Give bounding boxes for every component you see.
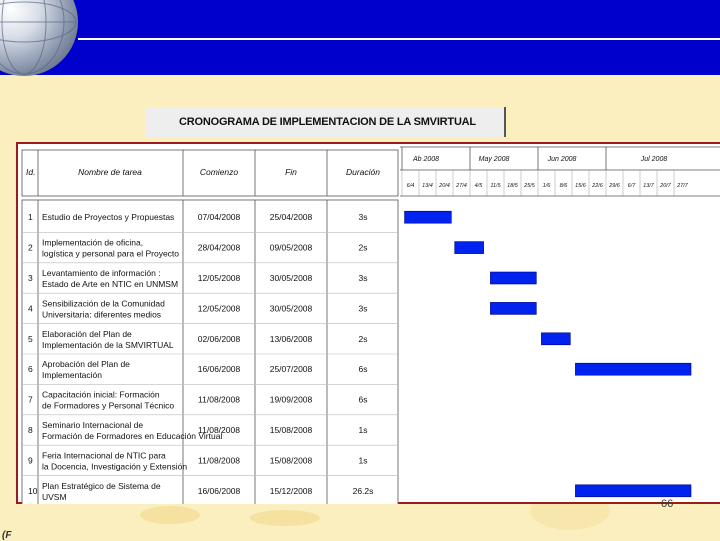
task-end-date: 25/07/2008 bbox=[269, 364, 313, 375]
task-id: 6 bbox=[28, 364, 33, 375]
column-header-end: Fin bbox=[285, 167, 297, 177]
task-name: Levantamiento de información : bbox=[42, 268, 161, 278]
week-label: 27/4 bbox=[456, 183, 467, 189]
task-end-date: 30/05/2008 bbox=[269, 303, 313, 314]
task-name: UVSM bbox=[42, 491, 67, 502]
task-bar bbox=[575, 363, 691, 375]
task-name: Implementación de oficina, bbox=[42, 237, 144, 248]
week-label: 6/4 bbox=[406, 183, 415, 189]
task-end-date: 19/09/2008 bbox=[269, 394, 313, 405]
task-end-date: 15/08/2008 bbox=[269, 455, 313, 466]
week-label: 22/6 bbox=[592, 183, 603, 189]
footer-text: (F bbox=[2, 530, 12, 541]
task-duration: 3s bbox=[358, 273, 368, 283]
task-id: 8 bbox=[28, 425, 33, 435]
task-duration: 2s bbox=[358, 242, 368, 253]
week-label: 1/6 bbox=[542, 183, 551, 189]
week-label: 13/7 bbox=[643, 183, 654, 189]
task-start-date: 12/05/2008 bbox=[197, 303, 241, 314]
task-name: de Formadores y Personal Técnico bbox=[42, 400, 175, 411]
column-header-name: Nombre de tarea bbox=[78, 167, 142, 177]
task-duration: 1s bbox=[358, 455, 368, 466]
task-id: 9 bbox=[28, 455, 33, 466]
column-header-duration: Duración bbox=[345, 167, 381, 177]
globe-grid-icon bbox=[0, 0, 78, 76]
task-id: 1 bbox=[28, 212, 33, 223]
week-label: 25/5 bbox=[524, 183, 535, 189]
task-name: Sensibilización de la Comunidad bbox=[42, 298, 165, 309]
task-name: Estado de Arte en NTIC en UNMSM bbox=[42, 279, 179, 289]
task-name: Implementación de la SMVIRTUAL bbox=[42, 339, 174, 350]
task-end-date: 09/05/2008 bbox=[269, 242, 313, 253]
task-duration: 3s bbox=[358, 212, 368, 223]
task-duration: 26.2s bbox=[352, 485, 374, 496]
page-number: 66 bbox=[661, 498, 674, 510]
week-label: 11/5 bbox=[490, 183, 501, 189]
task-end-date: 25/04/2008 bbox=[269, 212, 313, 223]
month-label: May 2008 bbox=[478, 156, 510, 163]
task-name: Formación de Formadores en Educación Virtual bbox=[42, 431, 223, 441]
task-bar bbox=[405, 211, 452, 223]
week-label: 29/6 bbox=[609, 183, 620, 189]
background-decoration bbox=[140, 506, 200, 524]
month-label: Jul 2008 bbox=[640, 156, 668, 163]
gantt-table bbox=[16, 142, 720, 504]
globe-logo bbox=[0, 0, 78, 76]
task-name: la Docencia, Investigación y Extensión bbox=[42, 461, 188, 472]
week-label: 13/4 bbox=[422, 183, 433, 189]
task-name: Capacitación inicial: Formación bbox=[42, 389, 160, 400]
week-label: 20/4 bbox=[439, 183, 450, 189]
task-end-date: 13/06/2008 bbox=[269, 333, 313, 344]
background-decoration bbox=[250, 510, 320, 526]
task-id: 2 bbox=[28, 242, 33, 253]
gantt-chart bbox=[18, 144, 720, 504]
task-end-date: 15/08/2008 bbox=[269, 425, 313, 435]
task-start-date: 11/08/2008 bbox=[198, 455, 240, 466]
task-id: 4 bbox=[28, 303, 33, 314]
week-label: 20/7 bbox=[660, 183, 671, 189]
task-id: 10 bbox=[28, 485, 38, 496]
task-name: Feria Internacional de NTIC para bbox=[42, 450, 166, 461]
column-header-id: Id. bbox=[26, 167, 36, 177]
task-name: Universitaria: diferentes medios bbox=[42, 309, 162, 320]
task-start-date: 11/08/2008 bbox=[198, 394, 240, 405]
task-id: 3 bbox=[28, 273, 33, 283]
task-duration: 3s bbox=[358, 303, 368, 314]
task-start-date: 28/04/2008 bbox=[197, 242, 241, 253]
task-bar bbox=[541, 333, 570, 345]
task-bar bbox=[455, 242, 484, 254]
week-label: 15/6 bbox=[575, 183, 586, 189]
week-label: 18/5 bbox=[507, 183, 518, 189]
week-label: 4/5 bbox=[474, 183, 483, 189]
task-end-date: 30/05/2008 bbox=[269, 273, 313, 283]
task-bar bbox=[490, 302, 536, 314]
task-start-date: 07/04/2008 bbox=[197, 212, 241, 223]
week-label: 6/7 bbox=[627, 183, 636, 189]
task-name: Implementación bbox=[42, 370, 103, 381]
task-name: Aprobación del Plan de bbox=[42, 359, 130, 370]
task-duration: 6s bbox=[358, 394, 368, 405]
task-duration: 2s bbox=[358, 333, 368, 344]
month-label: Jun 2008 bbox=[547, 156, 577, 163]
task-name: Elaboración del Plan de bbox=[42, 328, 132, 339]
week-label: 8/6 bbox=[559, 183, 568, 189]
task-name: logística y personal para el Proyecto bbox=[42, 248, 180, 259]
task-start-date: 02/06/2008 bbox=[197, 333, 241, 344]
header-rule bbox=[78, 38, 720, 40]
task-start-date: 16/06/2008 bbox=[197, 364, 241, 375]
task-end-date: 15/12/2008 bbox=[269, 485, 313, 496]
task-duration: 6s bbox=[358, 364, 368, 375]
schedule-title: CRONOGRAMA DE IMPLEMENTACION DE LA SMVIRTUAL bbox=[145, 107, 506, 137]
task-start-date: 16/06/2008 bbox=[197, 485, 241, 496]
task-id: 5 bbox=[28, 333, 33, 344]
task-start-date: 11/08/2008 bbox=[198, 425, 240, 435]
task-id: 7 bbox=[28, 394, 33, 405]
task-bar bbox=[490, 272, 536, 284]
task-name: Estudio de Proyectos y Propuestas bbox=[42, 212, 175, 223]
column-header-start: Comienzo bbox=[199, 167, 239, 177]
task-start-date: 12/05/2008 bbox=[197, 273, 241, 283]
task-name: Plan Estratégico de Sistema de bbox=[42, 480, 161, 491]
month-label: Ab 2008 bbox=[412, 156, 440, 163]
task-name: Seminario Internacional de bbox=[42, 420, 144, 430]
task-duration: 1s bbox=[358, 425, 368, 435]
week-label: 27/7 bbox=[677, 183, 688, 189]
task-bar bbox=[575, 485, 691, 497]
